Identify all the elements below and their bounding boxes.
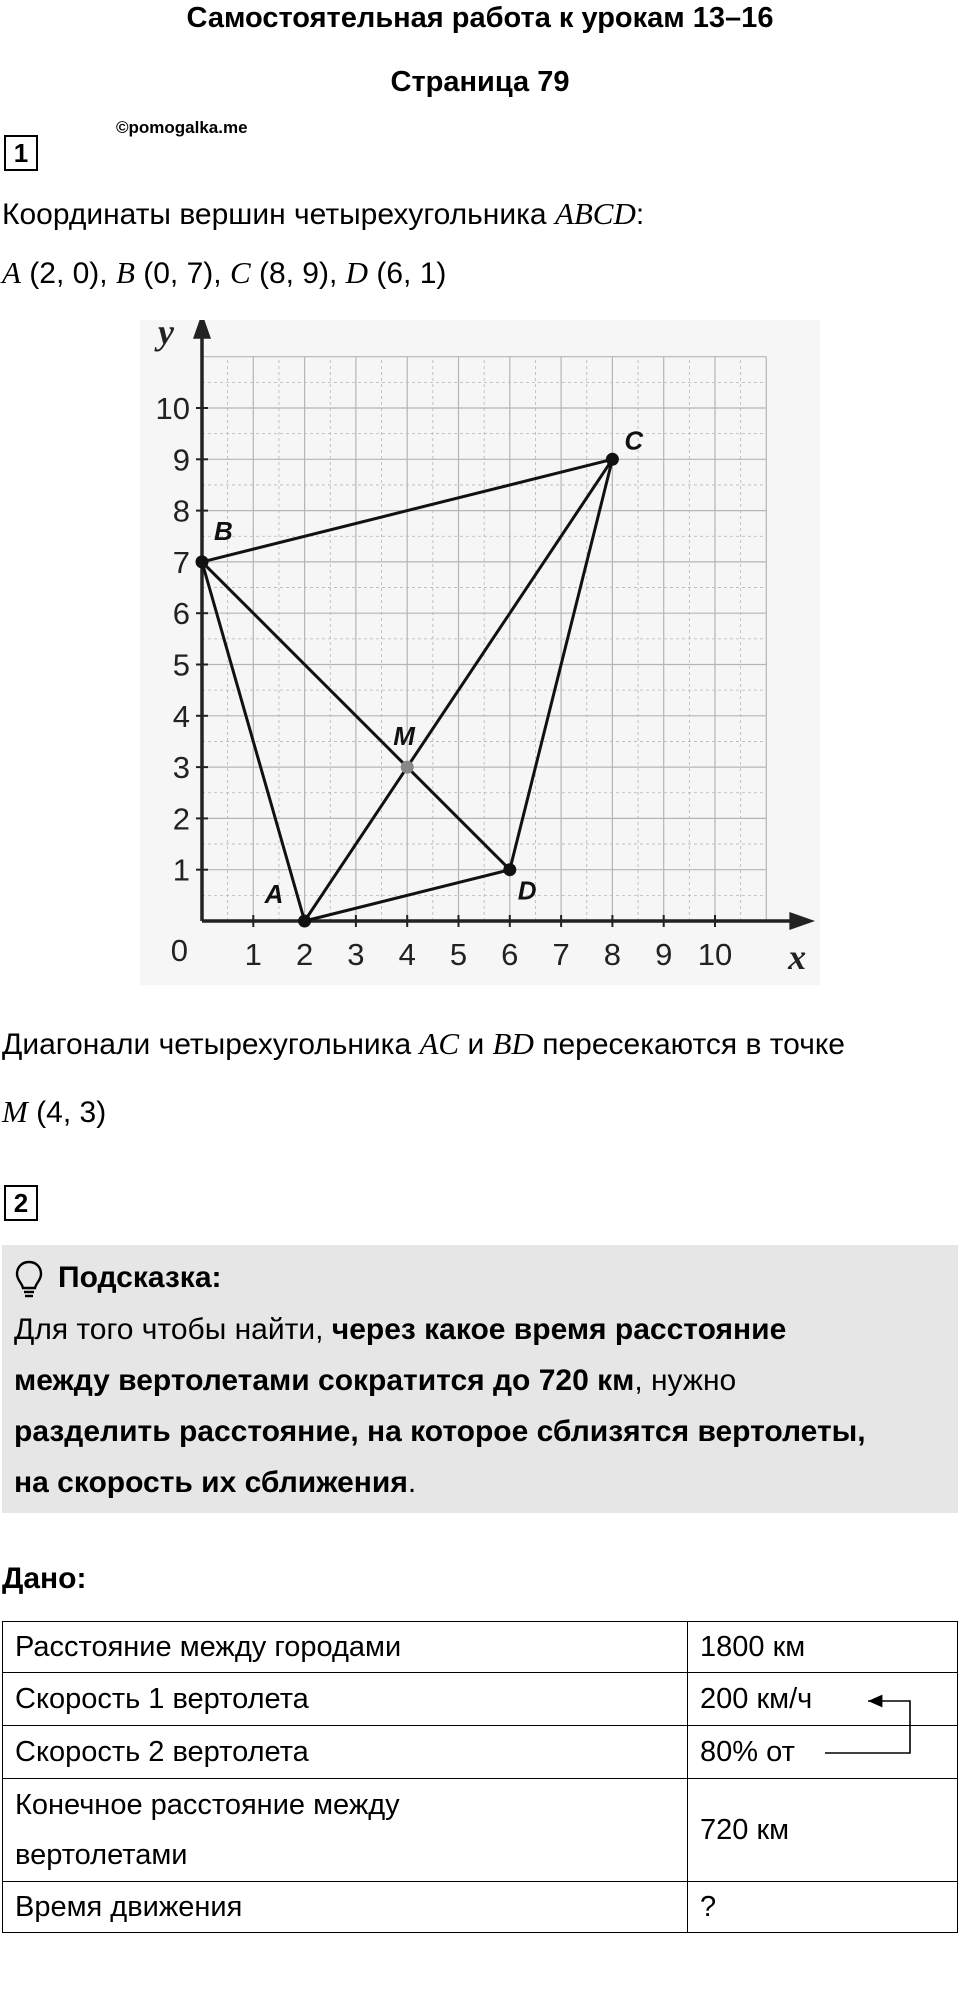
- quad-name: ABCD: [554, 196, 636, 231]
- x-tick-label: 8: [603, 937, 622, 972]
- vertex-a-coords: (2, 0): [20, 257, 100, 290]
- given-label: Дано:: [2, 1562, 87, 1595]
- hint-box: [2, 1245, 958, 1513]
- table-row: [3, 1882, 958, 1933]
- intro-text: Координаты вершин четырехугольника: [2, 198, 555, 231]
- y-tick-label: 6: [172, 596, 190, 632]
- table-cell-label: Скорость 2 вертолета: [3, 1726, 688, 1779]
- x-axis-arrow: [789, 912, 815, 930]
- y-tick-label: 4: [172, 698, 190, 734]
- page-title: Самостоятельная работа к урокам 13–16: [186, 2, 774, 34]
- vertex-d-coords: (6, 1): [368, 257, 447, 290]
- intro-end: :: [635, 198, 645, 231]
- point-m-name: M: [2, 1094, 28, 1129]
- table-cell-value: 720 км: [688, 1779, 958, 1882]
- table-cell-label: Расстояние между городами: [3, 1622, 688, 1673]
- hint-l4-normal: .: [407, 1466, 417, 1499]
- task-1-intro: [2, 196, 644, 232]
- x-tick-label: 3: [347, 937, 365, 972]
- table-row: [3, 1779, 958, 1882]
- x-tick-label: 7: [552, 937, 570, 972]
- coordinate-graph: [140, 320, 820, 985]
- table-cell-label: Время движения: [3, 1882, 688, 1933]
- point-label-d: D: [517, 875, 537, 906]
- graph-svg: [140, 320, 820, 985]
- x-tick-label: 1: [244, 937, 262, 972]
- y-tick-label: 5: [172, 647, 190, 683]
- diagonal-bd: BD: [492, 1026, 534, 1061]
- vertex-a-name: A: [2, 255, 21, 290]
- task-1-conclusion-line-2: [2, 1094, 106, 1130]
- hint-line-4: [14, 1466, 416, 1500]
- vertex-c-name: C: [229, 255, 251, 290]
- table-cell-label: Скорость 1 вертолета: [3, 1673, 688, 1726]
- x-tick-label: 10: [697, 937, 733, 972]
- task-2-number: 2: [4, 1185, 38, 1221]
- table-row: [3, 1673, 958, 1726]
- table-cell-label: [3, 1779, 688, 1882]
- hint-line-1: [14, 1313, 786, 1347]
- lightbulb-icon: [14, 1259, 44, 1299]
- hint-l1-normal: Для того чтобы найти,: [14, 1313, 332, 1346]
- point-label-b: B: [214, 515, 233, 546]
- conclusion-and: и: [459, 1028, 493, 1061]
- table-cell-value: 200 км/ч: [688, 1673, 958, 1726]
- x-tick-label: 2: [295, 937, 314, 972]
- vertex-d-name: D: [345, 255, 369, 290]
- vertex-b-coords: (0, 7): [134, 257, 214, 290]
- y-tick-label: 10: [155, 391, 190, 426]
- task-1-number: 1: [4, 135, 38, 171]
- point-d: [503, 863, 516, 876]
- y-axis-label: y: [158, 320, 174, 352]
- x-axis-label: x: [788, 937, 807, 977]
- y-axis-arrow: [193, 320, 211, 339]
- x-tick-label: 5: [449, 937, 468, 972]
- table-row: [3, 1726, 958, 1779]
- label-line-1: Конечное расстояние между: [15, 1789, 400, 1821]
- task-1-conclusion-line-1: [2, 1026, 845, 1062]
- x-tick-label: 9: [655, 937, 673, 972]
- hint-title: Подсказка:: [58, 1261, 222, 1294]
- point-label-c: C: [624, 425, 644, 456]
- conclusion-text-1: Диагонали четырехугольника: [2, 1028, 420, 1061]
- table-cell-value: 1800 км: [688, 1622, 958, 1673]
- hint-l4-bold: на скорость их сближения: [14, 1466, 408, 1499]
- hint-l1-bold: через какое время расстояние: [331, 1313, 787, 1346]
- table-cell-value: ?: [688, 1882, 958, 1933]
- point-label-a: A: [264, 879, 284, 909]
- y-tick-label: 3: [172, 750, 190, 786]
- hint-l3-bold: разделить расстояние, на которое сблизятся вертолеты,: [14, 1415, 866, 1448]
- vertex-list: A (2, 0), B (0, 7), C (8, 9), D (6, 1): [2, 255, 447, 290]
- point-a: [298, 915, 311, 928]
- y-tick-label: 1: [172, 852, 190, 888]
- point-m: [401, 761, 414, 774]
- point-b: [196, 555, 209, 568]
- point-m-coords: (4, 3): [27, 1096, 107, 1129]
- y-tick-label: 2: [172, 801, 190, 837]
- diagonal-ac: AC: [419, 1026, 460, 1061]
- point-label-m: M: [393, 721, 415, 752]
- vertex-b-name: B: [115, 255, 135, 290]
- hint-l2-normal: , нужно: [634, 1364, 737, 1397]
- point-c: [606, 453, 619, 466]
- y-tick-label: 8: [172, 493, 190, 529]
- x-tick-label: 4: [398, 937, 416, 972]
- page-subtitle: Страница 79: [390, 66, 570, 98]
- hint-line-3: [14, 1415, 866, 1449]
- hint-line-2: [14, 1364, 736, 1398]
- hint-l2-bold: между вертолетами сократится до 720 км: [14, 1364, 635, 1397]
- origin-label: 0: [170, 933, 188, 968]
- table-row: [3, 1622, 958, 1673]
- y-tick-label: 7: [172, 544, 190, 580]
- conclusion-text-2: пересекаются в точке: [533, 1028, 845, 1061]
- watermark: ©pomogalka.me: [116, 118, 248, 137]
- y-tick-label: 9: [172, 442, 190, 478]
- given-table: [2, 1621, 958, 1933]
- label-line-2: вертолетами: [15, 1839, 188, 1871]
- vertex-c-coords: (8, 9): [250, 257, 329, 290]
- x-tick-label: 6: [501, 937, 519, 972]
- table-cell-value: 80% от: [688, 1726, 958, 1779]
